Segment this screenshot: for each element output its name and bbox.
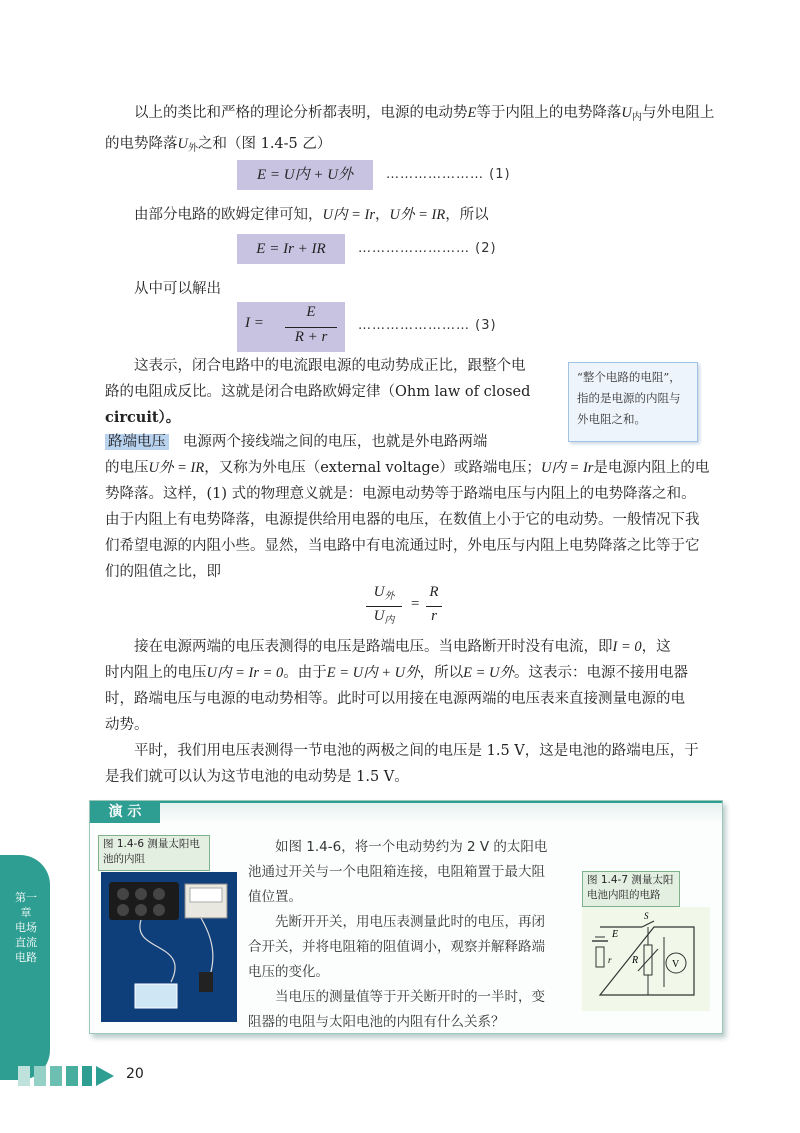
margin-note: “整个电路的电阻”，指的是电源的内阻与外电阻之和。 [568,362,698,442]
paragraph-battery: 平时，我们用电压表测得一节电池的两极之间的电压是 1.5 V，这是电池的路端电压，于 是我们就可以认为这节电池的电动势是 1.5 V。 [105,743,699,785]
figure-2-caption: 图 1.4-7 测量太阳电池内阻的电路 [582,871,680,907]
equation-1: E = U内 + U外 [237,160,373,190]
paragraph-open-circuit: 接在电源两端的电压表测得的电压是路端电压。当电路断开时没有电流，即I = 0，这 时内阻上的电压U内 = Ir = 0。由于E = U内 + U外，所以E = U外。这表示：电源不接用电器 时，路端电压与电源的电动势相等。此时可以用接在电源两端的电压表来直接测量电源的电 动势。 [105,639,689,733]
equation-2-leader: …………………… (2) [358,241,497,256]
term-highlight: 路端电压 [105,434,169,450]
figure-1-caption: 图 1.4-6 测量太阳电池的内阻 [98,835,210,871]
solar-cell-photo [101,872,237,1022]
internal-resistance-label: r [608,955,612,965]
paragraph-terminal-voltage: 路端电压 电源两个接线端之间的电压，也就是外电路两端 的电压U外 = IR，又称为外电压（external voltage）或路端电压；U内 = Ir是电源内阻上的电 势降落。这样，(1) 式的物理意义就是：电源电动势等于路端电压与内阻上的电势降落之和。 由于内阻上有电势降落，电源提供给用电器的电压，在数值上小于它的电动势。一般情况下我 们希望电源的内阻小些。显然，当电路中有电流通过时，外电压与内阻上电势降落之比等于它 们的阻值之比，即 [105,434,710,580]
demo-text: 如图 1.4-6，将一个电动势约为 2 V 的太阳电池通过开关与一个电阻箱连接，电阻箱置于最大阻值位置。 先断开开关，用电压表测量此时的电压，再闭合开关，并将电阻箱的阻值调小，观察并解释路端电压的变化。 当电压的测量值等于开关断开时的一半时，变阻器的电阻与太阳电池的内阻有什么关系？ [248,839,548,1030]
chapter-side-label: 第一章 电场 直流电路 [15,891,37,964]
equation-1-leader: ………………… (1) [386,167,511,182]
equation-3-leader: …………………… (3) [358,318,497,333]
voltmeter-label: V [672,959,680,970]
resistor-label: R [632,955,639,966]
switch-label: S [644,911,649,921]
paragraph-closed-circuit: 这表示，闭合电路中的电流跟电源的电动势成正比，跟整个电 路的电阻成反比。这就是闭合电路欧姆定律（Ohm law of closed circuit）。 [105,358,531,426]
paragraph-solve: 从中可以解出 [134,281,221,297]
equation-3: I = E R + r [237,302,345,352]
demo-panel [89,800,723,1034]
equation-2: E = Ir + IR [237,234,345,264]
paragraph-intro: 以上的类比和严格的理论分析都表明，电源的电动势E等于内阻上的电势降落$U_内$与外电阻上的电势降落$U_外$之和（图 1.4-5 乙） [105,105,715,154]
paragraph-ohm: 由部分电路的欧姆定律可知，U内 = Ir，U外 = IR，所以 [134,207,489,223]
circuit-diagram [582,907,710,1011]
page-number: 20 [126,1066,144,1082]
emf-label: E [612,929,619,940]
chapter-side-tab [0,855,50,1080]
demo-header: 演 示 [90,801,160,823]
footer-arrow-decoration [18,1064,128,1088]
